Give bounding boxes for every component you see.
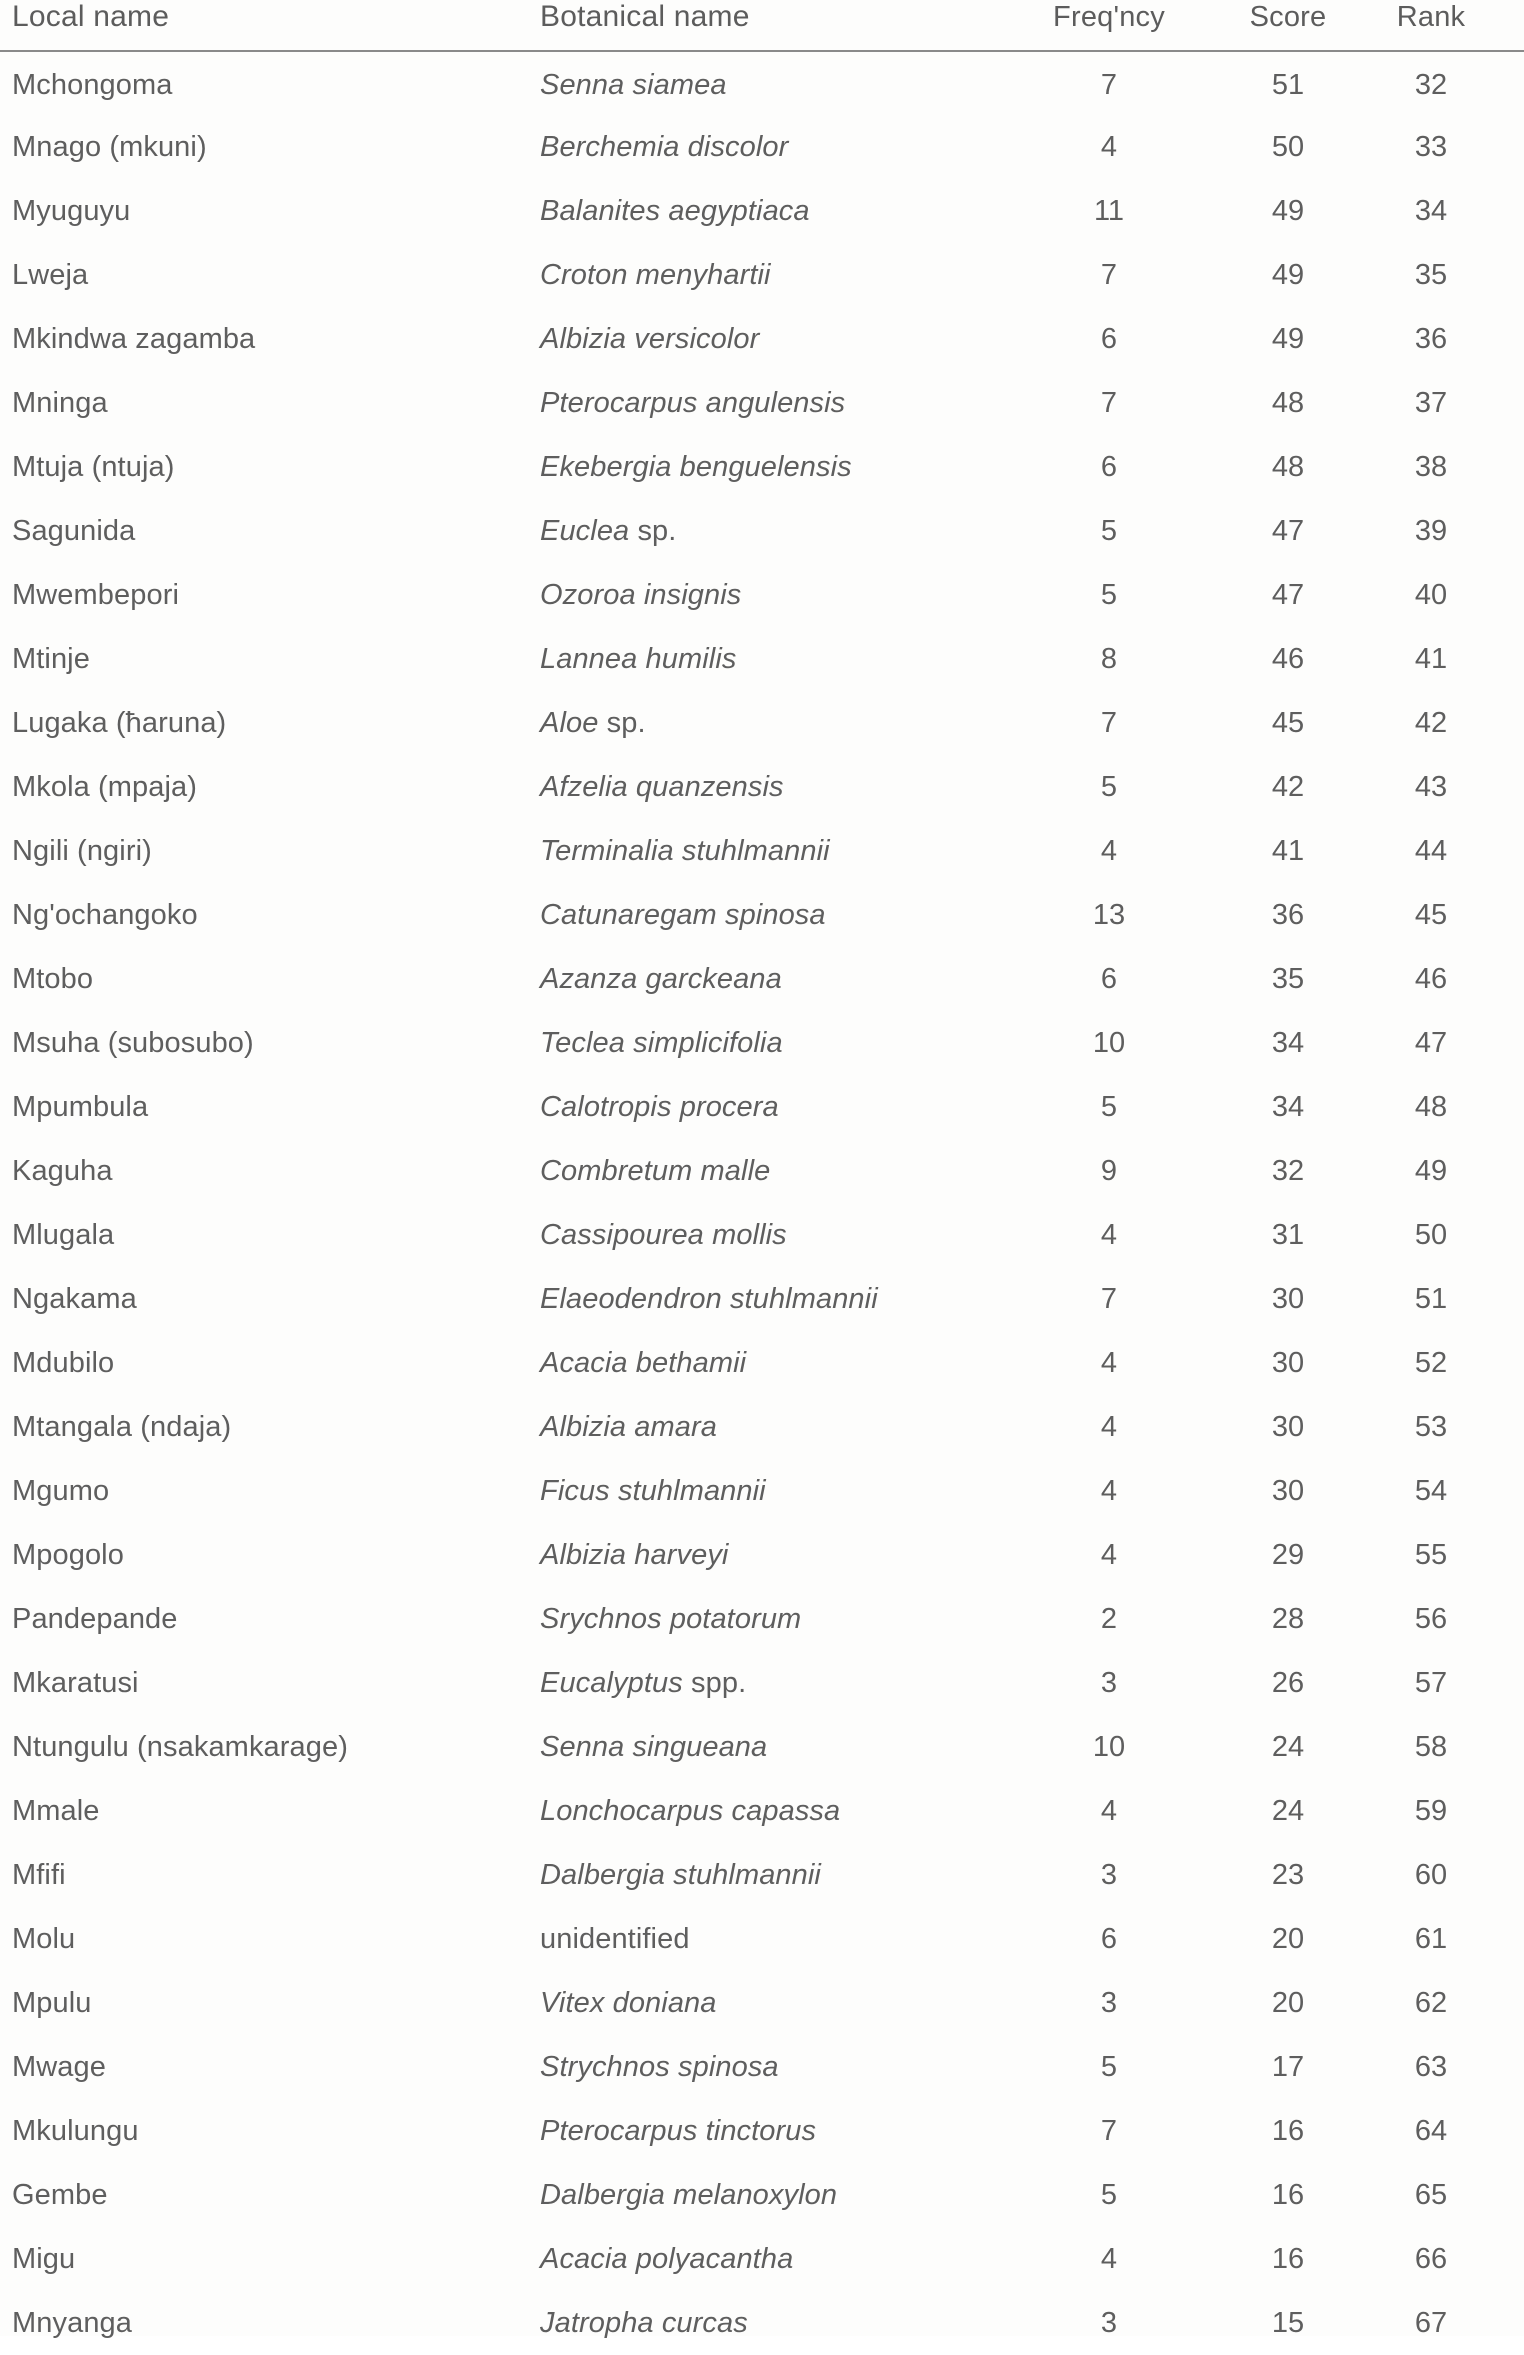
botanical-name-italic: Jatropha curcas <box>540 2306 748 2339</box>
cell-local-name: Ntungulu (nsakamkarage) <box>12 1730 348 1763</box>
cell-frequency: 10 <box>1092 1730 1126 1763</box>
cell-rank: 49 <box>1414 1154 1448 1187</box>
botanical-name-italic: Euclea <box>540 514 630 547</box>
cell-local-name: Pandepande <box>12 1602 178 1635</box>
cell-frequency: 5 <box>1100 2178 1118 2211</box>
table-row <box>0 1395 1524 1459</box>
cell-score: 32 <box>1271 1154 1305 1187</box>
cell-frequency: 7 <box>1100 386 1118 419</box>
cell-botanical-name <box>530 1523 1020 1587</box>
cell-score: 51 <box>1271 69 1305 102</box>
cell-frequency: 4 <box>1100 1538 1118 1571</box>
cell-botanical-name <box>530 627 1020 691</box>
cell-rank: 53 <box>1414 1410 1448 1443</box>
table-row <box>0 819 1524 883</box>
table-row <box>0 1203 1524 1267</box>
cell-local-name: Mlugala <box>12 1218 115 1251</box>
botanical-name-italic: Catunaregam spinosa <box>540 898 826 931</box>
table-row <box>0 1651 1524 1715</box>
table-row <box>0 1715 1524 1779</box>
cell-score: 28 <box>1271 1602 1305 1635</box>
cell-rank: 61 <box>1414 1922 1448 1955</box>
botanical-name-italic: Teclea simplicifolia <box>540 1026 783 1059</box>
cell-rank: 38 <box>1414 450 1448 483</box>
botanical-name-italic: Dalbergia melanoxylon <box>540 2178 838 2211</box>
cell-local-name: Ngakama <box>12 1282 137 1315</box>
botanical-name-italic: Balanites aegyptiaca <box>540 194 810 227</box>
cell-local-name: Mkulungu <box>12 2114 139 2147</box>
cell-local-name: Msuha (subosubo) <box>12 1026 254 1059</box>
botanical-name-italic: Acacia bethamii <box>540 1346 747 1379</box>
cell-local-name: Mfifi <box>12 1858 66 1891</box>
table-header <box>0 0 1524 51</box>
cell-botanical-name <box>530 2227 1020 2291</box>
cell-local-name: Mwage <box>12 2050 106 2083</box>
cell-frequency: 13 <box>1092 898 1126 931</box>
cell-score: 47 <box>1271 514 1305 547</box>
table-body <box>0 51 1524 2355</box>
cell-score: 20 <box>1271 1922 1305 1955</box>
cell-rank: 48 <box>1414 1090 1448 1123</box>
table-row <box>0 1011 1524 1075</box>
cell-local-name: Gembe <box>12 2178 108 2211</box>
cell-rank: 63 <box>1414 2050 1448 2083</box>
cell-rank: 51 <box>1414 1282 1448 1315</box>
cell-rank: 32 <box>1414 69 1448 102</box>
cell-rank: 62 <box>1414 1986 1448 2019</box>
botanical-name-italic: Dalbergia stuhlmannii <box>540 1858 821 1891</box>
cell-score: 48 <box>1271 450 1305 483</box>
cell-botanical-name <box>530 243 1020 307</box>
table-row <box>0 179 1524 243</box>
cell-rank: 52 <box>1414 1346 1448 1379</box>
botanical-name-italic: Calotropis procera <box>540 1090 779 1123</box>
cell-rank: 40 <box>1414 578 1448 611</box>
cell-rank: 44 <box>1414 834 1448 867</box>
cell-rank: 64 <box>1414 2114 1448 2147</box>
cell-frequency: 8 <box>1100 642 1118 675</box>
cell-botanical-name <box>530 1843 1020 1907</box>
cell-rank: 56 <box>1414 1602 1448 1635</box>
cell-score: 47 <box>1271 578 1305 611</box>
cell-score: 30 <box>1271 1282 1305 1315</box>
cell-botanical-name <box>530 1587 1020 1651</box>
table-header-row <box>0 0 1524 51</box>
column-header-frequency: Freq'ncy <box>1053 1 1165 33</box>
cell-rank: 46 <box>1414 962 1448 995</box>
cell-score: 29 <box>1271 1538 1305 1571</box>
cell-rank: 60 <box>1414 1858 1448 1891</box>
cell-botanical-name <box>530 755 1020 819</box>
cell-local-name: Mkaratusi <box>12 1666 139 1699</box>
cell-score: 16 <box>1271 2178 1305 2211</box>
cell-score: 49 <box>1271 194 1305 227</box>
cell-botanical-name <box>530 691 1020 755</box>
botanical-name-italic: Aloe <box>540 706 599 739</box>
cell-local-name: Mpulu <box>12 1986 92 2019</box>
cell-rank: 66 <box>1414 2242 1448 2275</box>
cell-frequency: 6 <box>1100 1922 1118 1955</box>
cell-botanical-name <box>530 179 1020 243</box>
cell-frequency: 4 <box>1100 1346 1118 1379</box>
cell-botanical-name <box>530 1139 1020 1203</box>
table-row <box>0 2163 1524 2227</box>
cell-botanical-name <box>530 1907 1020 1971</box>
column-header-rank: Rank <box>1396 1 1466 33</box>
cell-botanical-name <box>530 1331 1020 1395</box>
cell-local-name: Ngili (ngiri) <box>12 834 152 867</box>
cell-frequency: 6 <box>1100 962 1118 995</box>
cell-local-name: Mninga <box>12 386 108 419</box>
table-row <box>0 1139 1524 1203</box>
column-header-score: Score <box>1249 1 1327 33</box>
cell-score: 41 <box>1271 834 1305 867</box>
cell-rank: 65 <box>1414 2178 1448 2211</box>
cell-frequency: 3 <box>1100 1858 1118 1891</box>
cell-score: 30 <box>1271 1346 1305 1379</box>
cell-botanical-name <box>530 371 1020 435</box>
cell-rank: 59 <box>1414 1794 1448 1827</box>
cell-botanical-name <box>530 1971 1020 2035</box>
cell-botanical-name <box>530 1011 1020 1075</box>
table-row <box>0 2099 1524 2163</box>
column-header-botanical-name: Botanical name <box>540 0 750 33</box>
cell-frequency: 9 <box>1100 1154 1118 1187</box>
cell-score: 42 <box>1271 770 1305 803</box>
cell-rank: 55 <box>1414 1538 1448 1571</box>
cell-botanical-name <box>530 1203 1020 1267</box>
cell-local-name: Mkindwa zagamba <box>12 322 256 355</box>
botanical-name-italic: Cassipourea mollis <box>540 1218 787 1251</box>
cell-botanical-name <box>530 1715 1020 1779</box>
cell-botanical-name <box>530 2035 1020 2099</box>
cell-rank: 54 <box>1414 1474 1448 1507</box>
table-row <box>0 1459 1524 1523</box>
cell-local-name: Mnago (mkuni) <box>12 130 207 163</box>
cell-frequency: 6 <box>1100 450 1118 483</box>
cell-score: 17 <box>1271 2050 1305 2083</box>
table-row <box>0 2035 1524 2099</box>
table-row <box>0 947 1524 1011</box>
cell-local-name: Mpumbula <box>12 1090 149 1123</box>
cell-frequency: 5 <box>1100 1090 1118 1123</box>
cell-local-name: Lweja <box>12 258 89 291</box>
botanical-name-italic: Lonchocarpus capassa <box>540 1794 841 1827</box>
cell-frequency: 7 <box>1100 2114 1118 2147</box>
botanical-name-qualifier: sp. <box>637 514 677 547</box>
cell-frequency: 10 <box>1092 1026 1126 1059</box>
botanical-name-italic: Ozoroa insignis <box>540 578 742 611</box>
cell-score: 24 <box>1271 1794 1305 1827</box>
table-row <box>0 2291 1524 2355</box>
table-row <box>0 307 1524 371</box>
botanical-name-qualifier: unidentified <box>540 1922 690 1955</box>
botanical-name-italic: Afzelia quanzensis <box>540 770 784 803</box>
botanical-name-italic: Pterocarpus angulensis <box>540 386 846 419</box>
botanical-name-italic: Ficus stuhlmannii <box>540 1474 766 1507</box>
botanical-name-italic: Berchemia discolor <box>540 130 789 163</box>
botanical-name-italic: Lannea humilis <box>540 642 737 675</box>
cell-local-name: Mgumo <box>12 1474 110 1507</box>
cell-frequency: 4 <box>1100 1410 1118 1443</box>
cell-local-name: Mnyanga <box>12 2306 132 2339</box>
cell-botanical-name <box>530 2163 1020 2227</box>
cell-score: 48 <box>1271 386 1305 419</box>
cell-frequency: 11 <box>1093 194 1125 227</box>
table-row <box>0 1587 1524 1651</box>
cell-rank: 39 <box>1414 514 1448 547</box>
cell-local-name: Kaguha <box>12 1154 113 1187</box>
cell-score: 20 <box>1271 1986 1305 2019</box>
cell-score: 16 <box>1271 2114 1305 2147</box>
cell-frequency: 3 <box>1100 2306 1118 2339</box>
botanical-name-italic: Albizia versicolor <box>540 322 760 355</box>
cell-rank: 58 <box>1414 1730 1448 1763</box>
cell-rank: 45 <box>1414 898 1448 931</box>
cell-frequency: 4 <box>1100 130 1118 163</box>
table-row <box>0 371 1524 435</box>
botanical-name-italic: Vitex doniana <box>540 1986 717 2019</box>
table-row <box>0 1843 1524 1907</box>
cell-frequency: 6 <box>1100 322 1118 355</box>
table-row <box>0 2227 1524 2291</box>
botanical-name-italic: Srychnos potatorum <box>540 1602 802 1635</box>
cell-local-name: Mchongoma <box>12 69 173 102</box>
cell-rank: 33 <box>1414 130 1448 163</box>
cell-score: 15 <box>1271 2306 1305 2339</box>
cell-score: 23 <box>1271 1858 1305 1891</box>
botanical-name-italic: Albizia harveyi <box>540 1538 729 1571</box>
botanical-name-italic: Pterocarpus tinctorus <box>540 2114 817 2147</box>
cell-frequency: 2 <box>1100 1602 1118 1635</box>
cell-score: 46 <box>1271 642 1305 675</box>
table-row <box>0 499 1524 563</box>
table-row <box>0 243 1524 307</box>
table-row <box>0 1331 1524 1395</box>
table-row <box>0 115 1524 179</box>
cell-score: 34 <box>1271 1090 1305 1123</box>
cell-frequency: 4 <box>1100 1474 1118 1507</box>
cell-local-name: Ng'ochangoko <box>12 898 198 931</box>
cell-botanical-name <box>530 563 1020 627</box>
botanical-name-italic: Strychnos spinosa <box>540 2050 779 2083</box>
cell-score: 35 <box>1271 962 1305 995</box>
cell-local-name: Sagunida <box>12 514 136 547</box>
cell-rank: 67 <box>1414 2306 1448 2339</box>
botanical-name-italic: Ekebergia benguelensis <box>540 450 852 483</box>
botanical-name-italic: Azanza garckeana <box>540 962 782 995</box>
table-row <box>0 1267 1524 1331</box>
table-row <box>0 563 1524 627</box>
cell-frequency: 7 <box>1100 258 1118 291</box>
cell-botanical-name <box>530 947 1020 1011</box>
cell-frequency: 5 <box>1100 514 1118 547</box>
table-row <box>0 627 1524 691</box>
table-row <box>0 691 1524 755</box>
cell-local-name: Lugaka (ħaruna) <box>12 706 227 739</box>
table-row <box>0 1779 1524 1843</box>
cell-frequency: 5 <box>1100 2050 1118 2083</box>
cell-botanical-name <box>530 1395 1020 1459</box>
cell-botanical-name <box>530 1459 1020 1523</box>
cell-rank: 47 <box>1414 1026 1448 1059</box>
table-row <box>0 1075 1524 1139</box>
cell-score: 45 <box>1271 706 1305 739</box>
cell-local-name: Myuguyu <box>12 194 131 227</box>
botanical-name-qualifier: sp. <box>606 706 646 739</box>
cell-rank: 37 <box>1414 386 1448 419</box>
botanical-name-italic: Acacia polyacantha <box>540 2242 794 2275</box>
cell-frequency: 4 <box>1100 1218 1118 1251</box>
cell-botanical-name <box>530 883 1020 947</box>
cell-local-name: Mmale <box>12 1794 100 1827</box>
cell-rank: 36 <box>1414 322 1448 355</box>
table-row <box>0 883 1524 947</box>
cell-botanical-name <box>530 307 1020 371</box>
cell-frequency: 4 <box>1100 834 1118 867</box>
cell-botanical-name <box>530 1267 1020 1331</box>
cell-local-name: Mpogolo <box>12 1538 124 1571</box>
cell-score: 49 <box>1271 258 1305 291</box>
cell-score: 16 <box>1271 2242 1305 2275</box>
cell-botanical-name <box>530 1075 1020 1139</box>
cell-local-name: Mdubilo <box>12 1346 115 1379</box>
cell-botanical-name <box>530 1651 1020 1715</box>
botanical-name-italic: Elaeodendron stuhlmannii <box>540 1282 878 1315</box>
botanical-name-italic: Albizia amara <box>540 1410 717 1443</box>
cell-botanical-name <box>530 435 1020 499</box>
botanical-name-italic: Eucalyptus <box>540 1666 683 1699</box>
cell-frequency: 5 <box>1100 770 1118 803</box>
cell-local-name: Molu <box>12 1922 76 1955</box>
table-row <box>0 1907 1524 1971</box>
cell-botanical-name <box>530 499 1020 563</box>
cell-score: 49 <box>1271 322 1305 355</box>
cell-botanical-name <box>530 51 1020 115</box>
cell-rank: 35 <box>1414 258 1448 291</box>
cell-local-name: Mtangala (ndaja) <box>12 1410 232 1443</box>
cell-frequency: 7 <box>1100 69 1118 102</box>
botanical-name-italic: Senna singueana <box>540 1730 768 1763</box>
table-row <box>0 755 1524 819</box>
botanical-name-qualifier: spp. <box>691 1666 747 1699</box>
cell-local-name: Mtuja (ntuja) <box>12 450 175 483</box>
cell-rank: 43 <box>1414 770 1448 803</box>
cell-botanical-name <box>530 2291 1020 2355</box>
cell-score: 30 <box>1271 1410 1305 1443</box>
table-row <box>0 1523 1524 1587</box>
cell-botanical-name <box>530 115 1020 179</box>
table-row <box>0 51 1524 115</box>
cell-rank: 41 <box>1414 642 1448 675</box>
cell-local-name: Migu <box>12 2242 76 2275</box>
cell-botanical-name <box>530 1779 1020 1843</box>
cell-local-name: Mkola (mpaja) <box>12 770 198 803</box>
cell-score: 36 <box>1271 898 1305 931</box>
cell-frequency: 4 <box>1100 2242 1118 2275</box>
cell-rank: 34 <box>1414 194 1448 227</box>
column-header-local-name: Local name <box>12 0 170 33</box>
cell-frequency: 4 <box>1100 1794 1118 1827</box>
cell-score: 26 <box>1271 1666 1305 1699</box>
cell-rank: 57 <box>1414 1666 1448 1699</box>
cell-score: 50 <box>1271 130 1305 163</box>
botanical-name-italic: Combretum malle <box>540 1154 771 1187</box>
cell-local-name: Mtinje <box>12 642 90 675</box>
cell-score: 31 <box>1271 1218 1305 1251</box>
botanical-name-italic: Senna siamea <box>540 69 727 102</box>
cell-score: 30 <box>1271 1474 1305 1507</box>
cell-score: 34 <box>1271 1026 1305 1059</box>
cell-frequency: 5 <box>1100 578 1118 611</box>
cell-frequency: 7 <box>1100 706 1118 739</box>
cell-rank: 42 <box>1414 706 1448 739</box>
botanical-name-italic: Croton menyhartii <box>540 258 771 291</box>
cell-local-name: Mtobo <box>12 962 94 995</box>
cell-botanical-name <box>530 819 1020 883</box>
cell-frequency: 7 <box>1100 1282 1118 1315</box>
cell-frequency: 3 <box>1100 1666 1118 1699</box>
cell-local-name: Mwembepori <box>12 578 179 611</box>
table-row <box>0 435 1524 499</box>
botanical-name-italic: Terminalia stuhlmannii <box>540 834 830 867</box>
cell-botanical-name <box>530 2099 1020 2163</box>
cell-rank: 50 <box>1414 1218 1448 1251</box>
cell-frequency: 3 <box>1100 1986 1118 2019</box>
cell-score: 24 <box>1271 1730 1305 1763</box>
table-row <box>0 1971 1524 2035</box>
